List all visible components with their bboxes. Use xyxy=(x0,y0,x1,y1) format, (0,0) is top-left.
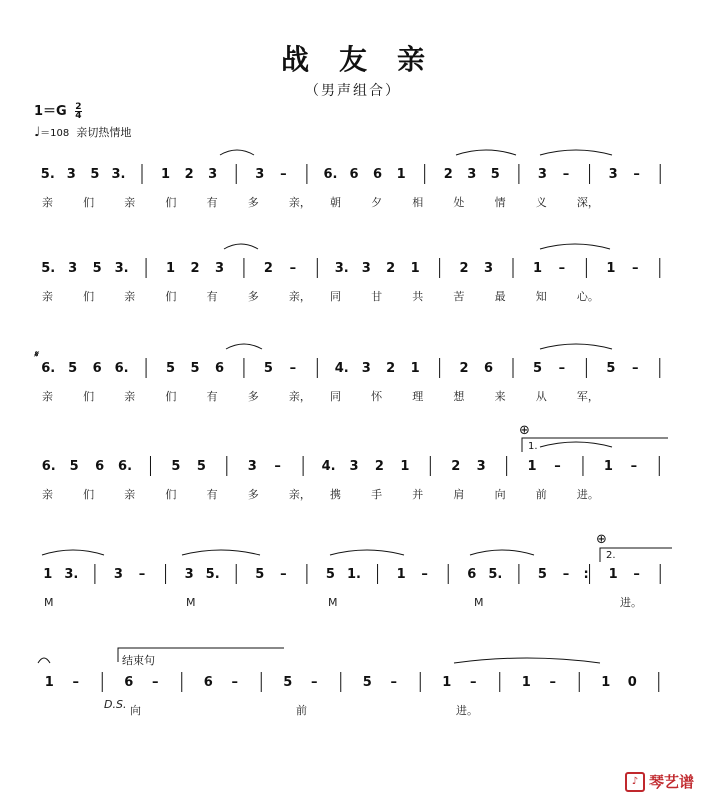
lyric-char: 亲， xyxy=(288,196,311,209)
tie-arc xyxy=(182,550,260,555)
note: – xyxy=(562,167,570,182)
lyric-char: 有 xyxy=(206,488,218,501)
lyric-char: 亲 xyxy=(42,390,53,403)
final-phrase-label: 结束句 xyxy=(122,654,155,667)
note: – xyxy=(470,675,477,690)
lyric-char: 甘 xyxy=(371,290,383,303)
note: 1 xyxy=(410,361,420,376)
volta-1-label: 1. xyxy=(528,441,538,452)
note: 3 xyxy=(361,261,371,276)
lyric-char: 亲 xyxy=(42,290,53,303)
lyric-char: 亲， xyxy=(288,488,311,501)
lyric-char: 肩 xyxy=(453,488,465,501)
lyric-char: 手 xyxy=(371,488,383,501)
tie-arc xyxy=(540,244,610,249)
note: 2 xyxy=(451,459,461,474)
note: 3 xyxy=(484,261,494,276)
watermark-text: 琴艺谱 xyxy=(648,773,694,791)
lyric-char: 们 xyxy=(165,488,177,501)
note: – xyxy=(274,459,281,474)
tie-arc xyxy=(42,550,104,555)
note: 5 xyxy=(190,361,200,376)
note: 3. xyxy=(64,567,79,582)
lyric-char: 向 xyxy=(130,704,141,717)
note: – xyxy=(280,167,287,182)
note: 6 xyxy=(214,361,224,376)
note: 5 xyxy=(166,361,176,376)
tie-arc xyxy=(38,658,50,663)
tie-arc xyxy=(540,344,612,349)
lyric-char: 向 xyxy=(494,488,506,501)
note: 1 xyxy=(521,675,531,690)
lyric-char: 们 xyxy=(165,196,177,209)
lyric-char: M xyxy=(474,596,484,609)
lyric-char: 心。 xyxy=(576,290,599,303)
lyric-char: 想 xyxy=(453,390,465,403)
note: 2 xyxy=(374,459,384,474)
ties xyxy=(38,150,672,663)
tempo-value: ＝108 xyxy=(40,128,70,139)
lyric-char: 们 xyxy=(83,196,95,209)
coda-icon: ⊕ xyxy=(519,423,530,438)
note: – xyxy=(549,675,556,690)
tie-arc xyxy=(220,150,254,155)
note: 1 xyxy=(396,567,406,582)
note: – xyxy=(311,675,318,690)
note: 6 xyxy=(349,167,359,182)
lyric-char: 进。 xyxy=(620,596,642,609)
note: – xyxy=(554,459,561,474)
note: 5 xyxy=(325,567,335,582)
lyric-char: D.S. xyxy=(104,698,127,711)
lyric-char: 多 xyxy=(247,196,259,209)
note: 4. xyxy=(334,361,349,376)
note: 1 xyxy=(601,675,611,690)
note: 3 xyxy=(113,567,123,582)
note: 1 xyxy=(410,261,420,276)
tie-arc xyxy=(456,150,516,155)
note: 2 xyxy=(443,167,453,182)
note: 5 xyxy=(171,459,181,474)
lyric-char: 亲， xyxy=(288,290,311,303)
lyric-char: 怀 xyxy=(371,390,383,403)
notes xyxy=(41,167,640,690)
lyric-char: M xyxy=(328,596,338,609)
lyric-char: 并 xyxy=(412,488,424,501)
lyric-char: 多 xyxy=(247,290,259,303)
lyric-char: 们 xyxy=(83,290,95,303)
note: 6 xyxy=(124,675,134,690)
tie-arc xyxy=(330,550,404,555)
lyric-char: 最 xyxy=(494,290,506,303)
lyric-char: 夕 xyxy=(371,196,383,209)
lyric-char: 处 xyxy=(453,196,465,209)
note: – xyxy=(558,261,566,276)
note: – xyxy=(630,459,638,474)
note: 6. xyxy=(114,361,129,376)
note: 1. xyxy=(347,567,361,582)
note: 1 xyxy=(603,459,613,474)
note: 2 xyxy=(459,361,469,376)
lyric-char: 亲 xyxy=(124,196,136,209)
segno-icon: 𝄋 xyxy=(34,350,38,360)
note: 3. xyxy=(111,167,126,182)
lyric-char: 情 xyxy=(494,196,506,209)
note: 5 xyxy=(68,361,78,376)
lyric-char: 亲 xyxy=(42,196,53,209)
quarter-note-icon: ♩ xyxy=(34,125,41,140)
note: 5 xyxy=(283,675,293,690)
lyric-char: 深， xyxy=(576,196,599,209)
note: – xyxy=(289,261,297,276)
note: 2 xyxy=(263,261,273,276)
note: 1 xyxy=(527,459,537,474)
note: – xyxy=(632,361,639,376)
tie-arc xyxy=(454,658,600,663)
note: 3 xyxy=(66,167,76,182)
note: 2 xyxy=(184,167,194,182)
note: 3 xyxy=(537,167,547,182)
repeat-sign: : xyxy=(583,567,589,582)
tie-arc xyxy=(540,442,612,447)
lyric-char: 进。 xyxy=(576,488,599,501)
note: – xyxy=(421,567,428,582)
note: – xyxy=(633,167,640,182)
note: 5 xyxy=(69,459,79,474)
key-label: 1＝G xyxy=(34,104,67,119)
note: 5 xyxy=(532,361,542,376)
note: 6 xyxy=(484,361,494,376)
lyric-char: 军， xyxy=(576,390,599,403)
lyric-char: 多 xyxy=(247,488,259,501)
note: 2 xyxy=(190,261,200,276)
note: – xyxy=(138,567,146,582)
note: 3 xyxy=(349,459,359,474)
lyric-char: 进。 xyxy=(456,704,478,717)
note: 2 xyxy=(459,261,469,276)
lyric-char: 有 xyxy=(206,290,218,303)
lyric-char: 携 xyxy=(330,488,341,501)
tie-arc xyxy=(224,244,258,249)
tie-arc xyxy=(470,550,534,555)
note: 5. xyxy=(205,567,220,582)
lyric-char: 多 xyxy=(247,390,259,403)
barlines xyxy=(92,164,660,692)
note: 6. xyxy=(323,167,338,182)
song-title: 战友亲 xyxy=(280,43,455,76)
lyric-char: 亲 xyxy=(124,390,136,403)
lyric-char: 从 xyxy=(535,390,547,403)
note: – xyxy=(231,675,238,690)
note: – xyxy=(558,361,566,376)
lyric-char: 们 xyxy=(83,390,95,403)
note: 3 xyxy=(608,167,618,182)
note: – xyxy=(72,675,79,690)
note: 6. xyxy=(118,459,133,474)
note: 3. xyxy=(114,261,129,276)
note: – xyxy=(289,361,297,376)
lyric-char: 同 xyxy=(330,290,341,303)
note: 6 xyxy=(95,459,105,474)
note: 0 xyxy=(627,675,637,690)
lyric-char: 前 xyxy=(535,488,547,501)
note: 6 xyxy=(203,675,213,690)
time-top: 2 xyxy=(75,102,82,112)
note: 5 xyxy=(490,167,500,182)
note: 3 xyxy=(361,361,371,376)
note: – xyxy=(152,675,159,690)
note: 3 xyxy=(247,459,257,474)
note: 1 xyxy=(532,261,542,276)
note: 1 xyxy=(606,261,616,276)
lyric-char: 亲 xyxy=(124,290,136,303)
lyric-char: 们 xyxy=(165,290,177,303)
lyric-char: M xyxy=(44,596,54,609)
song-subtitle: （男声组合） xyxy=(305,83,401,99)
volta-2-label: 2. xyxy=(606,550,616,561)
lyric-char: 有 xyxy=(206,390,218,403)
note: 3. xyxy=(334,261,349,276)
note: – xyxy=(632,261,639,276)
note: 5 xyxy=(537,567,547,582)
note: 6. xyxy=(41,459,56,474)
lyric-char: 们 xyxy=(165,390,177,403)
note: 6 xyxy=(373,167,383,182)
lyric-char: 亲 xyxy=(124,488,136,501)
coda-icon-2: ⊕ xyxy=(596,532,607,547)
note: 3 xyxy=(255,167,265,182)
note: 2 xyxy=(386,361,396,376)
note: 3 xyxy=(476,459,486,474)
note: 6. xyxy=(41,361,56,376)
note: 5 xyxy=(90,167,100,182)
note: 1 xyxy=(400,459,410,474)
lyric-char: 理 xyxy=(412,390,424,403)
lyric-char: 有 xyxy=(206,196,218,209)
note: – xyxy=(280,567,287,582)
lyric-char: M xyxy=(186,596,196,609)
note: – xyxy=(562,567,570,582)
lyric-char: 同 xyxy=(330,390,341,403)
lyric-char: 亲， xyxy=(288,390,311,403)
watermark xyxy=(625,771,694,792)
note: 6 xyxy=(92,361,102,376)
note: 5. xyxy=(41,261,56,276)
note: – xyxy=(390,675,397,690)
note: 5 xyxy=(196,459,206,474)
expression-text: 亲切热情地 xyxy=(76,126,132,139)
lyric-char: 们 xyxy=(83,488,95,501)
lyric-char: 亲 xyxy=(42,488,53,501)
lyric-char: 苦 xyxy=(453,290,465,303)
note: 1 xyxy=(161,167,171,182)
lyric-char: 朝 xyxy=(330,196,341,209)
lyric-char: 共 xyxy=(412,290,424,303)
note: 1 xyxy=(608,567,618,582)
note: 3 xyxy=(184,567,194,582)
lyric-char: 来 xyxy=(494,390,506,403)
note: 4. xyxy=(321,459,336,474)
note: 5 xyxy=(255,567,265,582)
note: 1 xyxy=(43,567,53,582)
time-bottom: 4 xyxy=(75,111,82,121)
note: 1 xyxy=(442,675,452,690)
note: 1 xyxy=(396,167,406,182)
note: 5 xyxy=(362,675,372,690)
note: 6 xyxy=(467,567,477,582)
lyric-char: 义 xyxy=(535,196,547,209)
tie-arc xyxy=(540,150,612,155)
tie-arc xyxy=(226,344,262,349)
note: 1 xyxy=(166,261,176,276)
note: 5. xyxy=(40,167,55,182)
volta-bracket xyxy=(522,438,668,452)
lyric-char: 相 xyxy=(412,196,424,209)
note: 3 xyxy=(467,167,477,182)
note: 5 xyxy=(606,361,616,376)
note: 3 xyxy=(68,261,78,276)
note: 2 xyxy=(386,261,396,276)
piano-logo-icon: ♪ xyxy=(625,772,645,792)
note: 5 xyxy=(263,361,273,376)
note: 5. xyxy=(488,567,503,582)
note: 3 xyxy=(208,167,218,182)
note: 1 xyxy=(44,675,54,690)
note: 5 xyxy=(92,261,102,276)
note: 3 xyxy=(214,261,224,276)
note: – xyxy=(633,567,640,582)
lyric-char: 前 xyxy=(296,704,307,717)
lyric-char: 知 xyxy=(535,290,547,303)
